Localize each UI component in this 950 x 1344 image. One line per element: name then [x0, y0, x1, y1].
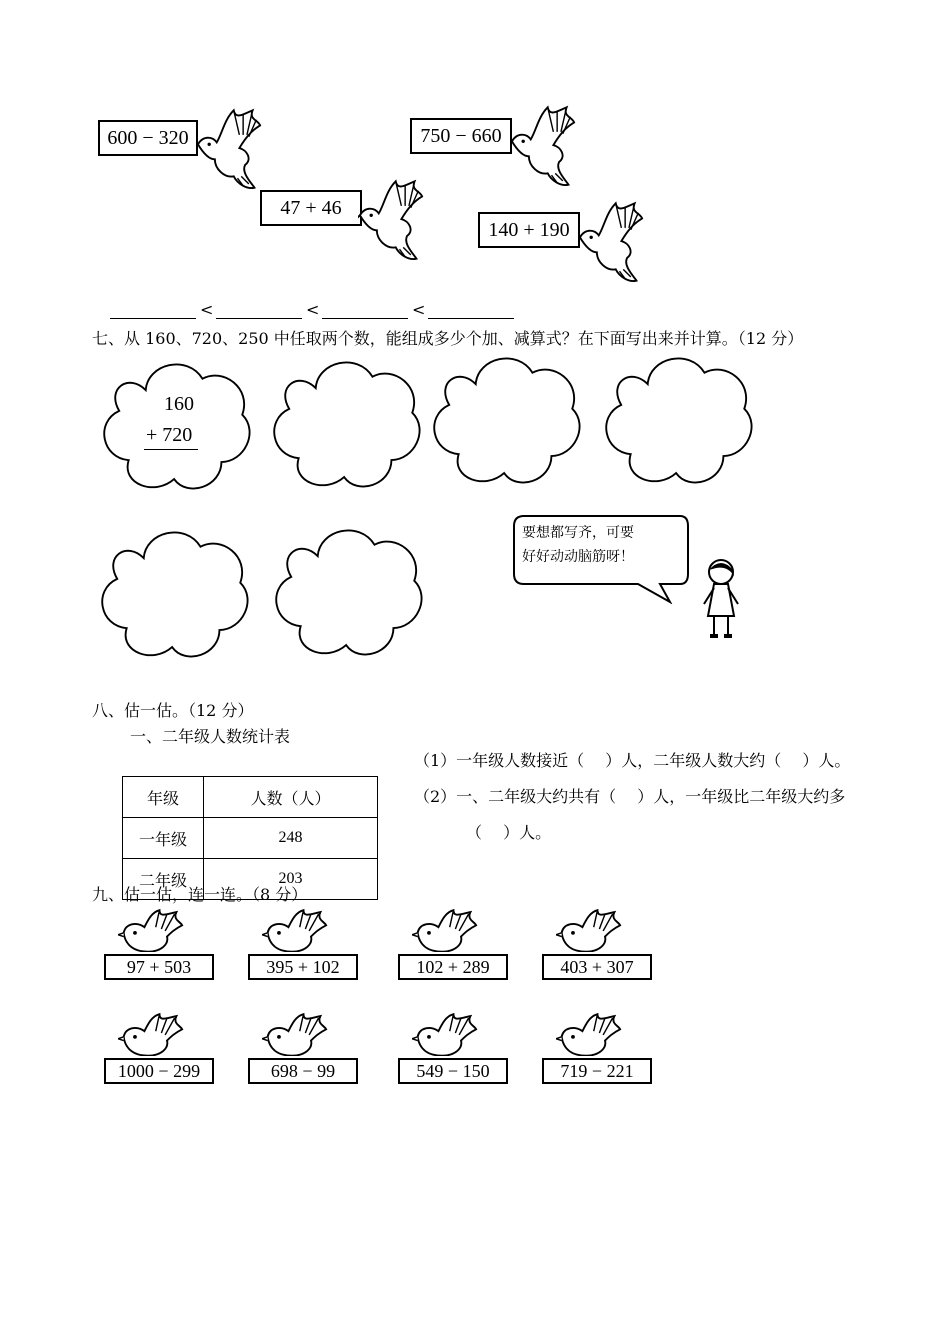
section-9-title: 九、估一估，连一连。（8 分）: [92, 885, 308, 904]
flower-answer-5[interactable]: [96, 524, 252, 666]
table-header: 年级: [123, 777, 204, 818]
section-7-title: 七、从 160、720、250 中任取两个数，能组成多少个加、减算式？在下面写出来并计算。（12 分）: [92, 329, 804, 348]
table-cell: 203: [204, 859, 378, 900]
question-2-continued: （ ）人。: [466, 823, 552, 842]
expression-box[interactable]: 403 + 307: [542, 954, 652, 980]
bird-icon: [118, 908, 184, 952]
bird-icon: [118, 1012, 184, 1056]
flower-answer-3[interactable]: [428, 350, 584, 492]
flower-answer-6[interactable]: [270, 522, 426, 664]
expression-box[interactable]: 102 + 289: [398, 954, 508, 980]
expression-box[interactable]: 719 − 221: [542, 1058, 652, 1084]
section-8-title: 八、估一估。（12 分）: [92, 701, 254, 720]
bird-icon: [556, 908, 622, 952]
answer-blank[interactable]: [322, 318, 408, 319]
table-caption: 一、二年级人数统计表: [130, 727, 291, 746]
dove-icon: [578, 198, 644, 286]
table-row: [123, 818, 378, 859]
less-than-sign: <: [412, 300, 426, 319]
bird-icon: [412, 1012, 478, 1056]
answer-blank[interactable]: [110, 318, 196, 319]
expression-box: 47 + 46: [260, 190, 362, 226]
expression-box[interactable]: 698 − 99: [248, 1058, 358, 1084]
example-top-number: 160: [164, 393, 194, 415]
table-header: 人数（人）: [204, 777, 378, 818]
expression-box[interactable]: 97 + 503: [104, 954, 214, 980]
table-cell: 248: [204, 818, 378, 859]
expression-box[interactable]: 395 + 102: [248, 954, 358, 980]
speech-text-line-1: 要想都写齐，可要: [522, 525, 634, 541]
less-than-sign: <: [200, 300, 214, 319]
answer-blank[interactable]: [428, 318, 514, 319]
question-2: （2）一、二年级大约共有（ ）人，一年级比二年级大约多: [414, 787, 846, 806]
bird-icon: [262, 1012, 328, 1056]
dove-icon: [358, 176, 424, 264]
bird-icon: [262, 908, 328, 952]
expression-box[interactable]: 549 − 150: [398, 1058, 508, 1084]
expression-box: 600 − 320: [98, 120, 198, 156]
example-underline: [144, 449, 198, 450]
dove-icon: [510, 102, 576, 190]
flower-answer-4[interactable]: [600, 350, 756, 492]
expression-box[interactable]: 1000 − 299: [104, 1058, 214, 1084]
answer-blank[interactable]: [216, 318, 302, 319]
less-than-sign: <: [306, 300, 320, 319]
question-1: （1）一年级人数接近（ ）人，二年级人数大约（ ）人。: [414, 751, 851, 770]
expression-box: 750 − 660: [410, 118, 512, 154]
girl-icon: [696, 556, 746, 646]
speech-text-line-2: 好好动动脑筋呀！: [522, 549, 634, 565]
table-header-row: [123, 777, 378, 818]
bird-icon: [412, 908, 478, 952]
example-bottom-number: + 720: [146, 424, 193, 446]
bird-icon: [556, 1012, 622, 1056]
table-cell: 二年级: [123, 859, 204, 900]
dove-icon: [196, 105, 262, 193]
table-cell: 一年级: [123, 818, 204, 859]
flower-answer-2[interactable]: [268, 354, 424, 496]
expression-box: 140 + 190: [478, 212, 580, 248]
